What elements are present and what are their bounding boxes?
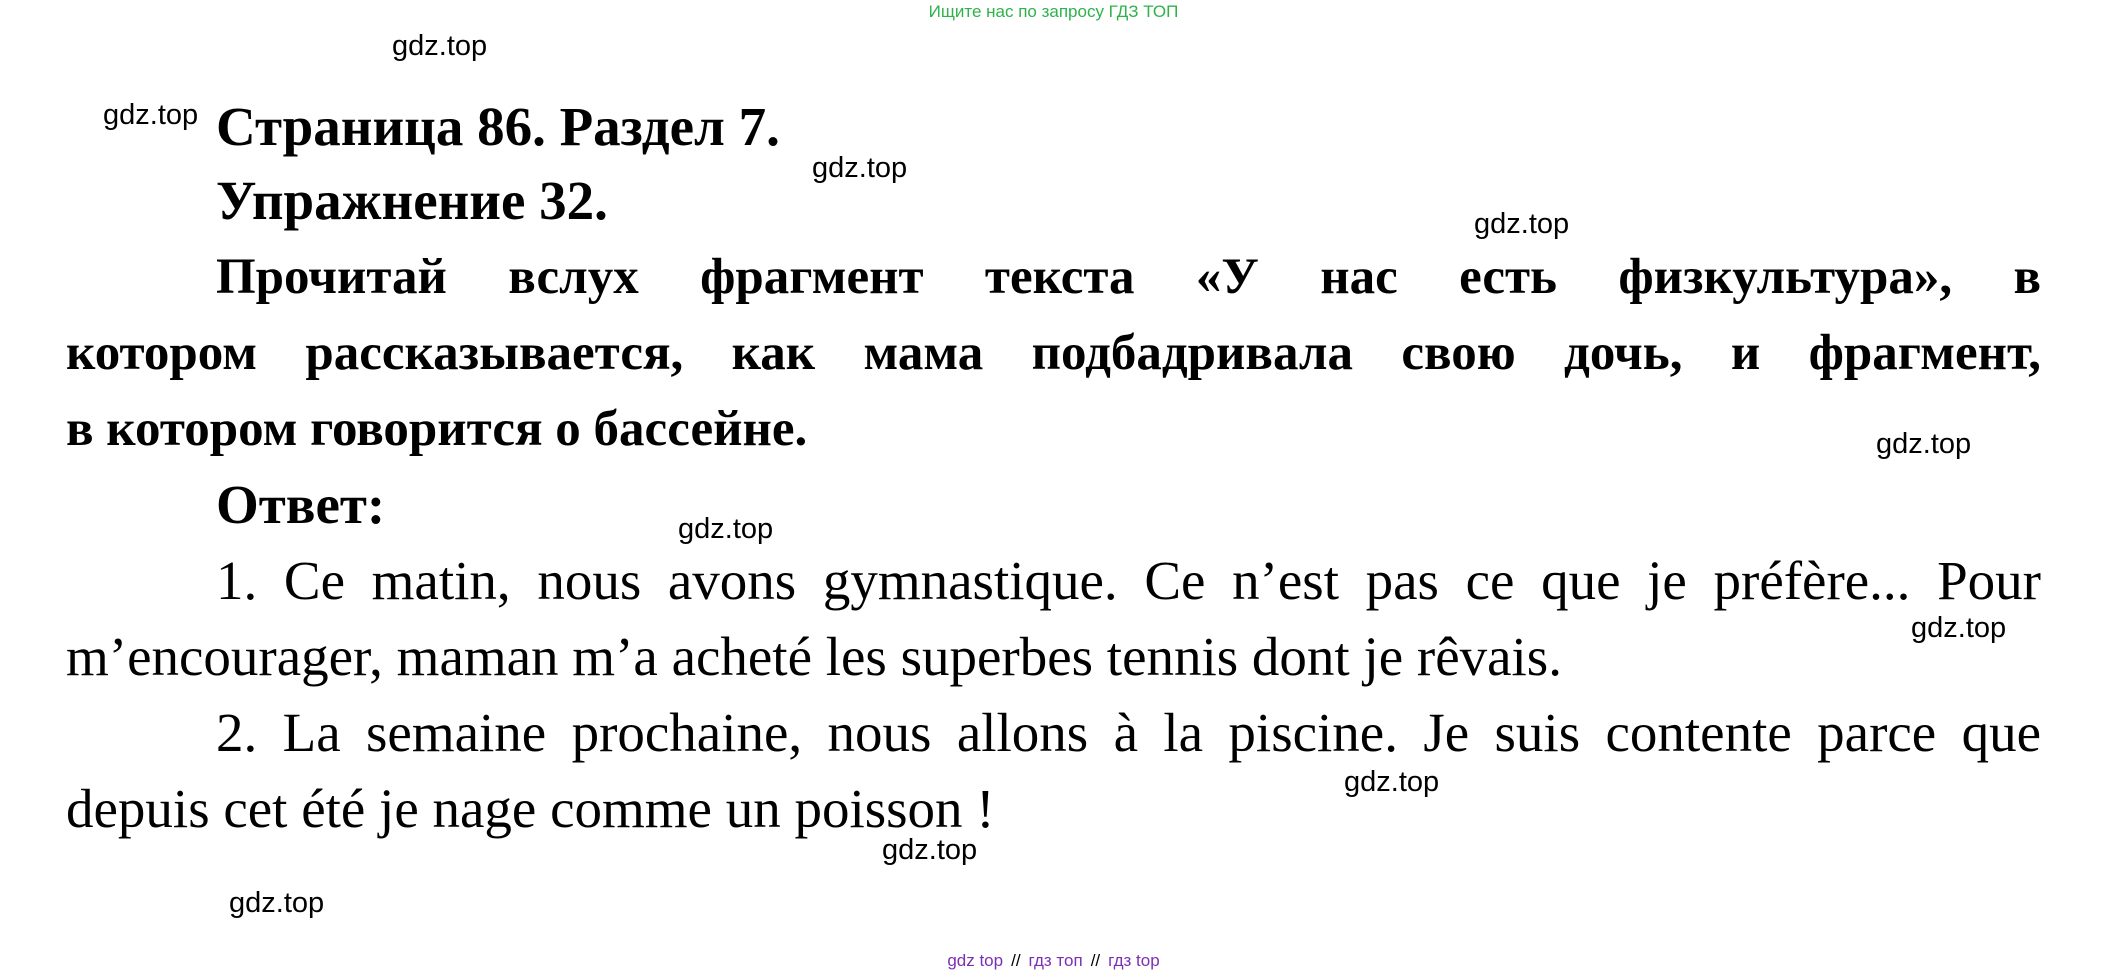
footer-link[interactable]: гдз топ [1028,951,1083,970]
footer-links [0,951,2107,971]
answer-text-line: depuis cet été je nage comme un poisson ! [66,778,995,839]
watermark: gdz.top [678,513,774,545]
watermark: gdz.top [229,887,325,919]
watermark: gdz.top [882,834,978,866]
footer-separator: // [1090,951,1101,970]
exercise-heading: Упражнение 32. [216,170,608,231]
footer-link[interactable]: гдз top [1108,951,1160,970]
watermark: gdz.top [392,30,488,62]
watermark: gdz.top [1911,612,2007,644]
task-text-line: в котором говорится о бассейне. [66,401,808,457]
answer-text-line: 1. Ce matin, nous avons gymnastique. Ce n’est pas ce que je préfère... Pour [216,550,2041,611]
answer-text-line: 2. La semaine prochaine, nous allons à la piscine. Je suis contente parce que [216,702,2041,763]
page-section-heading: Страница 86. Раздел 7. [216,96,780,157]
task-text-line: Прочитай вслух фрагмент текста «У нас есть физкультура», в [216,249,2041,305]
watermark: gdz.top [1474,208,1570,240]
watermark: gdz.top [103,99,199,131]
task-text-line: котором рассказывается, как мама подбадривала свою дочь, и фрагмент, [66,325,2041,381]
answer-text-line: m’encourager, maman m’a acheté les superbes tennis dont je rêvais. [66,626,1562,687]
answer-label: Ответ: [216,474,386,535]
watermark: gdz.top [812,152,908,184]
footer-separator: // [1011,951,1021,970]
footer-link[interactable]: gdz top [947,951,1004,970]
watermark: gdz.top [1344,766,1440,798]
top-banner: Ищите нас по запросу ГДЗ ТОП [928,2,1179,21]
watermark: gdz.top [1876,428,1972,460]
